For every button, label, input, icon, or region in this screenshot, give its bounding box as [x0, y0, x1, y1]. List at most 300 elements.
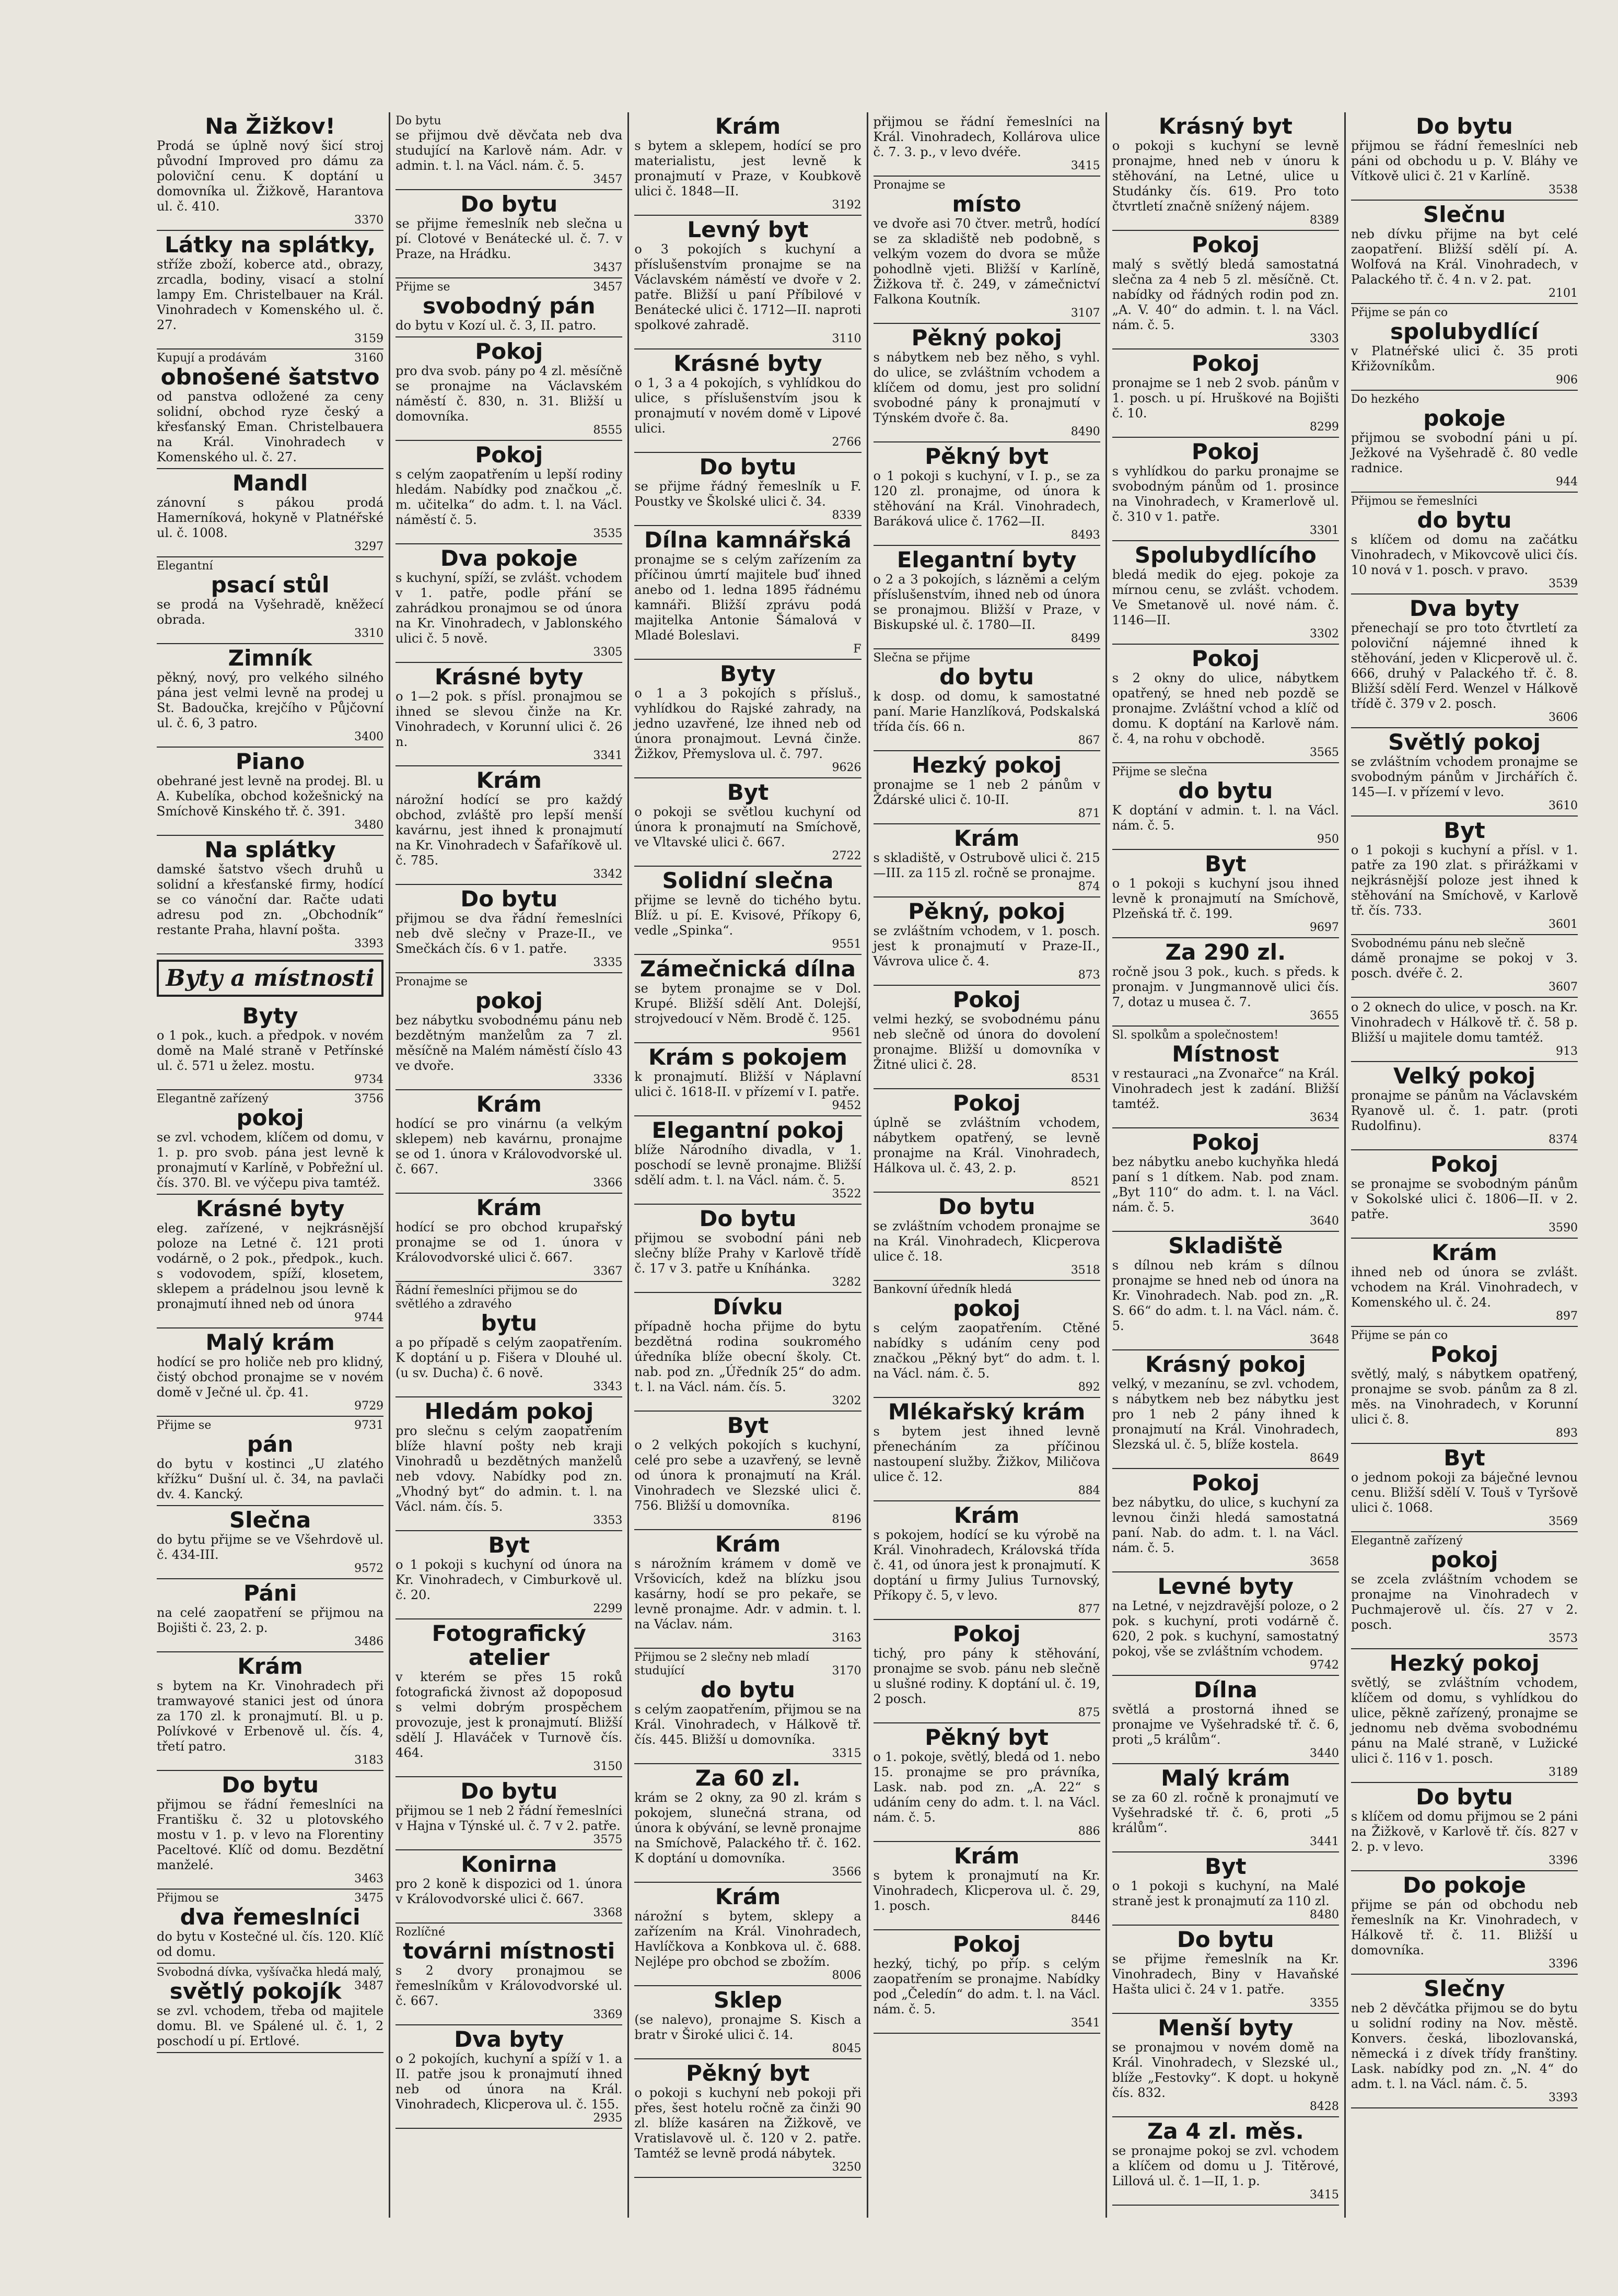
- classified-ad: [157, 469, 383, 557]
- ad-number: 906: [1556, 374, 1578, 387]
- ad-number: 3159: [354, 332, 384, 345]
- classified-ad: [634, 1883, 861, 1986]
- ad-headline: Pokoj: [952, 1931, 1021, 1957]
- classified-ad: [634, 1043, 861, 1116]
- ad-body: o 1, 3 a 4 pokojích, s vyhlídkou do ulice, s příslušenstvím jsou k pronajmutí v novém domě v Lipové ulici.: [634, 376, 862, 436]
- classified-ad: [1351, 1532, 1578, 1649]
- ad-headline: Do bytu: [699, 454, 797, 480]
- ad-body: s klíčem od domu přijmou se 2 páni na Žižkově, v Karlově tř. čís. 827 v 2. p. v levo.: [1351, 1809, 1578, 1854]
- ad-body: pronajme se pánům na Václavském Ryanově ul. č. 1. patr. (proti Rudolfinu).: [1351, 1088, 1578, 1133]
- ad-body: tichý, pro pány k stěhování, pronajme se svob. pánu neb slečně u slušné rodiny. K doptání ul. č. 19, 2 posch.: [873, 1646, 1100, 1706]
- ad-number: 3415: [1309, 2188, 1339, 2201]
- classified-ad: [157, 112, 383, 231]
- classified-ad: [1351, 112, 1578, 201]
- classified-ad: [1351, 1649, 1578, 1783]
- ad-number: F: [853, 643, 862, 656]
- ad-number: 3150: [593, 1760, 623, 1773]
- ad-body: ihned neb od února se zvlášt. vchodem na Král. Vinohradech, v Komenského ul. č. 24.: [1351, 1265, 1578, 1310]
- ad-number: 3575: [593, 1833, 623, 1846]
- ad-body: přijme se levně do tichého bytu. Blíž. u pí. E. Kvisové, Příkopy 6, vedle „Spinka“.: [634, 893, 862, 938]
- ad-body: přijmou se řádní řemeslníci na Král. Vinohradech, Kollárova ulice č. 7. 3. p., v levo dvéře.: [873, 114, 1100, 159]
- ad-headline: Na splátky: [204, 837, 336, 863]
- ad-number: 3343: [593, 1380, 623, 1393]
- ad-number: 8521: [1070, 1175, 1100, 1188]
- classified-ad: [1112, 2014, 1339, 2117]
- ad-preheading-number: 3457: [593, 281, 623, 294]
- ad-headline: Pokoj: [1430, 1342, 1498, 1367]
- ad-body: o 2 oknech do ulice, v posch. na Kr. Vinohradech v Hálkově tř. č. 58 p. Bližší u majitele domu tamtéž.: [1351, 1000, 1578, 1045]
- classified-ad: [395, 441, 622, 544]
- ad-number: 9744: [354, 1311, 384, 1324]
- classified-ad: [634, 453, 861, 526]
- ad-number: 2766: [832, 436, 862, 449]
- classified-ad: [874, 1620, 1100, 1723]
- ad-number: 3634: [1309, 1111, 1339, 1124]
- ad-preheading: [1351, 1329, 1578, 1343]
- ad-body: o 1 a 3 pokojích s přísluš., vyhlídkou do Rajské zahrady, na jedno uzavřené, lze ihned neb od února pronajmout. Levná činže. Žižkov, Přemyslova ul. č. 797.: [634, 686, 862, 761]
- ad-body: bledá medik do ejeg. pokoje za mírnou cenu, se zvlášt. vchodem. Ve Smetanově ul. nové nám. č. 1146—II.: [1112, 567, 1339, 627]
- classified-ad: [395, 885, 622, 973]
- classified-ad: [1351, 1783, 1578, 1871]
- ad-number: 3648: [1309, 1333, 1339, 1346]
- classified-ad: [634, 1116, 861, 1205]
- ad-number: 3415: [1070, 159, 1100, 172]
- ad-body: přijmou se svobodní páni neb slečny blíže Prahy v Karlově třídě č. 17 v 3. patře u Kníhánka.: [634, 1231, 862, 1276]
- classified-ad: [634, 1412, 861, 1530]
- column-6: [1346, 112, 1583, 2218]
- ad-headline: Pokoj: [952, 1090, 1021, 1116]
- ad-number: 3569: [1549, 1515, 1578, 1528]
- ad-body: s 2 okny do ulice, nábytkem opatřený, se hned neb pozdě se pronajme. Zvláštní vchod a klíč od domu. K doptání na Karlově nám. č. 4, na rohu v obchodě.: [1112, 671, 1339, 746]
- classified-ad: [1351, 1444, 1578, 1532]
- ad-preheading-text: Elegantní: [157, 560, 213, 573]
- classified-ad: [1112, 1572, 1339, 1676]
- ad-number: 867: [1078, 734, 1100, 747]
- ad-number: 877: [1078, 1603, 1100, 1616]
- ad-preheading: [874, 179, 1100, 192]
- ad-headline: Do bytu: [460, 886, 558, 912]
- ad-body: s nábytkem neb bez něho, s vyhl. do ulice, se zvláštním vchodem a klíčem od domu, jest pro solidní svobodné pány k pronajmutí v Týnském dvoře č. 8a.: [873, 350, 1100, 425]
- ad-headline: Za 60 zl.: [695, 1765, 801, 1791]
- ad-headline: bytu: [481, 1310, 537, 1336]
- ad-body: se přijme řemeslník na Kr. Vinohradech, Biny v Havaňské Hašta ulici č. 24 v 1. patře.: [1112, 1952, 1339, 1997]
- classified-ad: [157, 1771, 383, 1890]
- ad-body: (se nalevo), pronajme S. Kisch a bratr v Široké ulici č. 14.: [634, 2012, 862, 2042]
- ad-body: světlý, se zvláštním vchodem, klíčem od domu, s vyhlídkou do ulice, pěkně zařízený, pronajme se jednomu neb dvěma svobodnému pánu na Malé straně, v Lužické ulici č. 116 v 1. posch.: [1351, 1675, 1578, 1766]
- ad-preheading-text: Bankovní úředník hledá: [873, 1283, 1012, 1296]
- ad-body: o 1 pokoji s kuchyní jsou ihned levně k pronajmutí na Smíchově, Plzeňská tř. č. 199.: [1112, 876, 1339, 921]
- classified-ad: [1351, 493, 1578, 595]
- ad-headline: továrni místnosti: [403, 1938, 615, 1964]
- ad-body: stříže zboží, koberce atd., obrazy, zrcadla, bodiny, visací a stolní lampy Em. Christelbauer na Král. Vinohradech v Komenského ul. č. 27.: [157, 257, 384, 332]
- classified-ad: [157, 1506, 383, 1579]
- ad-number: 8045: [832, 2042, 862, 2055]
- classified-ad: [874, 1281, 1100, 1398]
- ad-headline: Krásný byt: [1158, 113, 1293, 139]
- ad-body: o pokoji se světlou kuchyní od února k pronajmutí na Smíchově, ve Vltavské ulici č. 667.: [634, 805, 862, 849]
- classified-ad: [1112, 112, 1339, 231]
- classified-ad: [157, 1328, 383, 1417]
- ad-body: se zvláštním vchodem pronajme se na Král. Vinohradech, Klicperova ulice č. 18.: [873, 1219, 1100, 1264]
- classified-ad: [634, 349, 861, 453]
- ad-number: 3369: [593, 2008, 623, 2021]
- ad-preheading: [1351, 393, 1578, 406]
- ad-headline: Pěkný byt: [925, 1724, 1049, 1750]
- ad-number: 9742: [1309, 1659, 1339, 1672]
- ad-body: přijmou se dva řádní řemeslníci neb dvě slečny v Praze-II., ve Smečkách čís. 6 v 1. patře.: [395, 911, 623, 956]
- ad-headline: Za 4 zl. měs.: [1147, 2118, 1304, 2144]
- ad-number: 3297: [354, 540, 384, 553]
- ad-body: obehrané jest levně na prodej. Bl. u A. Kubelíka, obchod kožešnický na Smíchově Kinského tř. č. 391.: [157, 774, 384, 819]
- ad-number: 3163: [832, 1631, 862, 1645]
- ad-headline: Na Žižkov!: [205, 113, 335, 139]
- ad-body: přijme se pán od obchodu neb řemeslník na Kr. Vinohradech, v Hálkově tř. č. 11. Bližší u domovníka.: [1351, 1897, 1578, 1957]
- ad-body: hodící se pro vinárnu (a velkým sklepem) neb kavárnu, pronajme se od 1. února v Královodvorské ul. č. 667.: [395, 1116, 623, 1176]
- classified-ad: [157, 557, 383, 644]
- ad-number: 3565: [1309, 746, 1339, 759]
- classified-ad: [395, 337, 622, 441]
- ad-body: se zvláštním vchodem, v 1. posch. jest k pronajmutí v Praze-II., Vávrova ulice č. 4.: [873, 924, 1100, 969]
- classified-ad: [1112, 850, 1339, 938]
- ad-headline: Fotografický atelier: [432, 1621, 586, 1670]
- ad-headline: Za 290 zl.: [1165, 939, 1286, 965]
- ad-body: pronajme se 1 neb 2 pánům v Ždárské ulici č. 10-II.: [873, 777, 1100, 807]
- ad-headline: Zámečnická dílna: [639, 956, 856, 982]
- ad-headline: Do bytu: [460, 191, 558, 217]
- classified-ad: [1112, 1764, 1339, 1852]
- ad-body: o 1. pokoje, světlý, bledá od 1. nebo 15. pronajme se pro právníka, Lask. nab. pod zn. „A. 22“ s udáním ceny do adm. t. l. na Václ. nám. č. 5.: [873, 1750, 1100, 1825]
- ad-headline: Levné byty: [1157, 1574, 1294, 1599]
- ad-body: o 1 pokoji s kuchyní od února na Kr. Vinohradech, v Cimburkově ul. č. 20.: [395, 1557, 623, 1602]
- classified-ad: [157, 836, 383, 954]
- ad-preheading: [157, 1419, 383, 1432]
- ad-number: 886: [1078, 1825, 1100, 1838]
- ad-headline: Pokoj: [1430, 1151, 1498, 1177]
- ad-headline: Do bytu: [222, 1772, 319, 1798]
- ad-body: o 1—2 pok. s přísl. pronajmou se ihned se slevou činže na Kr. Vinohradech, v Korunní ulici č. 26 n.: [395, 689, 623, 749]
- ad-number: 8446: [1070, 1913, 1100, 1926]
- ad-preheading-text: Elegantně zařízený: [1351, 1534, 1463, 1547]
- ad-number: 3539: [1549, 577, 1578, 590]
- ad-headline: obnošené šatstvo: [160, 364, 380, 390]
- ad-body: na celé zaopatření se přijmou na Bojišti č. 23, 2. p.: [157, 1605, 384, 1635]
- ad-headline: Slečnu: [1423, 202, 1506, 227]
- column-2: [390, 112, 629, 2218]
- ad-number: 3192: [832, 199, 862, 212]
- ad-number: 3601: [1549, 918, 1578, 931]
- ad-number: 3440: [1309, 1747, 1339, 1760]
- ad-headline: Do bytu: [938, 1194, 1035, 1219]
- ad-number: 3183: [354, 1754, 384, 1767]
- ad-body: se přijme řádný řemeslník u F. Poustky ve Školské ulici č. 34.: [634, 479, 862, 509]
- classified-ad: [1351, 595, 1578, 728]
- ad-number: 3518: [1070, 1264, 1100, 1277]
- ad-body: s celým zaopatřením. Ctěné nabídky s udáním ceny pod značkou „Pěkný byt“ do adm. t. l. na Václ. nám. č. 5.: [873, 1321, 1100, 1381]
- ad-headline: svobodný pán: [423, 293, 596, 319]
- ad-body: se zvláštním vchodem pronajme se svobodným pánům v Jirchářích č. 145—I. v přízemí v levo.: [1351, 754, 1578, 799]
- ad-number: 944: [1556, 475, 1578, 488]
- ad-headline: Dívku: [713, 1294, 783, 1320]
- ad-number: 3396: [1549, 1854, 1578, 1867]
- ad-preheading: [874, 651, 1100, 665]
- classified-ad: [1351, 304, 1578, 391]
- classified-ad: [157, 1195, 383, 1328]
- classified-ad: [1112, 1926, 1339, 2014]
- ad-number: 9626: [832, 761, 862, 774]
- classified-ad: [395, 1850, 622, 1924]
- ad-headline: Krám: [476, 1195, 542, 1220]
- ad-headline: Sklep: [713, 1987, 782, 2013]
- ad-headline: dva řemeslníci: [180, 1904, 360, 1930]
- ad-preheading-text: Svobodná dívka, vyšívačka hledá malý,: [157, 1966, 382, 1979]
- ad-body: o 1 pokoji s kuchyní, na Malé straně jest k pronajmutí za 110 zl.: [1112, 1879, 1339, 1908]
- classified-ad: [1351, 935, 1578, 998]
- ad-number: 3538: [1549, 183, 1578, 196]
- ad-body: od panstva odložené za ceny solidní, obchod ryze český a křesťanský Eman. Christelbauera na Král. Vinohradech v Komenského ul. č. 27.: [157, 389, 384, 464]
- ad-body: o 1 pokoji s kuchyní, v I. p., se za 120 zl. pronajme, od února k stěhování na Král. Vinohradech, Baráková ulice č. 1762—II.: [873, 469, 1100, 529]
- ad-body: na Letné, v nejzdravější poloze, o 2 pok. s kuchyní, proti vodárně č. 620, 2 pok. s kuchyní, samostatný pokoj, vše se zvláštním vchodem.: [1112, 1599, 1339, 1659]
- ad-headline: Krám: [476, 1091, 542, 1117]
- classified-ad: [157, 1579, 383, 1652]
- ad-headline: Pěkný pokoj: [911, 325, 1062, 351]
- ad-headline: Krám: [953, 825, 1020, 851]
- ad-preheading-text: Pronajme se: [395, 975, 468, 988]
- ad-body: k dosp. od domu, k samostatné paní. Marie Hanzlíková, Podskalská třída čís. 66 n.: [873, 689, 1100, 734]
- classified-ad: [634, 1205, 861, 1293]
- ad-headline: Hezký pokoj: [1389, 1650, 1540, 1676]
- ad-number: 8339: [832, 509, 862, 522]
- ad-number: 9551: [832, 938, 862, 951]
- ad-headline: Krám: [715, 1531, 781, 1557]
- ad-headline: pokoj: [475, 988, 543, 1013]
- ad-headline: Krám: [953, 1843, 1020, 1869]
- ad-headline: Slečna: [229, 1507, 311, 1533]
- ad-headline: Hezký pokoj: [912, 752, 1062, 778]
- ad-headline: Malý krám: [1161, 1765, 1290, 1791]
- classified-ad: [157, 1964, 383, 2053]
- classified-ad: [395, 663, 622, 766]
- ad-headline: Pokoj: [1191, 351, 1260, 376]
- ad-headline: Pokoj: [1191, 1470, 1260, 1496]
- classified-ad: [395, 1924, 622, 2025]
- ad-number: 3541: [1070, 2017, 1100, 2030]
- classified-ad: [1112, 2117, 1339, 2206]
- classified-ad: [874, 442, 1100, 546]
- ad-headline: do bytu: [1178, 778, 1273, 803]
- ad-headline: Konirna: [461, 1851, 557, 1877]
- classified-ad: [157, 1002, 383, 1090]
- classified-ad: [395, 766, 622, 885]
- ad-headline: Místnost: [1172, 1041, 1279, 1067]
- ad-headline: Dílna kamnářská: [644, 527, 852, 553]
- ad-number: 875: [1078, 1706, 1100, 1719]
- classified-ad: [395, 1090, 622, 1194]
- ad-preheading-text: Sl. spolkům a společnostem!: [1112, 1029, 1279, 1042]
- ad-headline: Dva byty: [1409, 596, 1519, 621]
- ad-number: 3202: [832, 1394, 862, 1407]
- ad-headline: do bytu: [700, 1677, 795, 1703]
- ad-number: 884: [1078, 1484, 1100, 1497]
- ad-body: K doptání v admin. t. l. na Václ. nám. č. 5.: [1112, 803, 1339, 833]
- classified-ad: [1112, 1676, 1339, 1764]
- ad-headline: Krásné byty: [195, 1196, 345, 1221]
- ad-body: o 1 pok., kuch. a předpok. v novém domě na Malé straně v Petřínské ul. č. 571 u želez. mostu.: [157, 1028, 384, 1073]
- classified-ad: [874, 112, 1100, 177]
- classified-ad: [874, 1723, 1100, 1842]
- ad-body: ve dvoře asi 70 čtver. metrů, hodící se za skladiště neb podobně, s velkým vozem do dvora se může pohodlně vjeti. Bližší v Karlíně, Žižkova tř. č. 249, v zámečnictví Falkona Koutník.: [873, 216, 1100, 307]
- ad-number: 8374: [1549, 1133, 1578, 1146]
- ad-number: 874: [1078, 880, 1100, 893]
- classified-ad: [874, 1398, 1100, 1501]
- ad-body: bez nábytku, do ulice, s kuchyní za levnou činži hledá samostatná paní. Nab. do adm. t. l. na Václ. nám. č. 5.: [1112, 1495, 1339, 1555]
- ad-headline: Krám: [953, 1502, 1020, 1528]
- ad-body: malý s světlý bledá samostatná slečna za 4 neb 5 zl. měsíčně. Ct. nabídky od řádných rodin pod zn. „A. V. 40“ do admin. t. l. na Václ. nám. č. 5.: [1112, 257, 1339, 332]
- ad-body: o pokoji s kuchyní se levně pronajme, hned neb v únoru k stěhování, na Letné, ulice u Studánky čís. 619. Pro toto čtvrtletí značně snížený nájem.: [1112, 138, 1339, 214]
- ad-number: 3335: [593, 956, 623, 969]
- ad-preheading-number: 3487: [354, 1979, 384, 1992]
- ad-body: dámě pronajme se pokoj v 3. posch. dvéře č. 2.: [1351, 951, 1578, 981]
- ad-body: se pronajme pokoj se zvl. vchodem a klíčem od domu u J. Titěrové, Lillová ul. č. 1—II, 1. p.: [1112, 2143, 1339, 2188]
- classified-ad: [157, 644, 383, 748]
- ad-preheading: [1351, 306, 1578, 320]
- ad-number: 8428: [1309, 2100, 1339, 2113]
- classified-ad: [395, 1531, 622, 1619]
- ad-number: 9734: [354, 1073, 384, 1086]
- ad-number: 3341: [593, 749, 623, 762]
- ad-number: 8649: [1309, 1452, 1339, 1465]
- ad-body: s bytem k pronajmutí na Kr. Vinohradech, Klicperova ul. č. 29, 1. posch.: [873, 1868, 1100, 1913]
- ad-body: se pronajme se svobodným pánům v Sokolské ulici č. 1806—II. v 2. patře.: [1351, 1176, 1578, 1221]
- ad-body: pronajme se 1 neb 2 svob. pánům v 1. posch. u pí. Hruškové na Bojišti č. 10.: [1112, 376, 1339, 421]
- column-5: [1107, 112, 1346, 2218]
- ad-body: pronajme se s celým zařízením za příčinou úmrtí majitele buď ihned anebo od 1. ledna 1895 řádnému kamnáři. Bližší zprávu podá majitelka Antonie Šámalová v Mladé Boleslavi.: [634, 552, 862, 643]
- ad-number: 8493: [1070, 529, 1100, 542]
- ad-headline: Pokoj: [952, 1621, 1021, 1647]
- ad-headline: Elegantní pokoj: [651, 1117, 844, 1143]
- newspaper-classifieds-page: [152, 112, 1583, 2218]
- ad-number: 3305: [593, 646, 623, 659]
- ad-preheading: [1351, 1534, 1578, 1548]
- ad-number: 3441: [1309, 1835, 1339, 1848]
- classified-ad: [157, 1417, 383, 1506]
- classified-ad: [157, 231, 383, 349]
- ad-number: 871: [1078, 807, 1100, 820]
- classified-ad: [395, 1282, 622, 1397]
- ad-preheading-text: Elegantně zařízený: [157, 1092, 269, 1105]
- ad-number: 8299: [1309, 421, 1339, 434]
- ad-number: 3393: [354, 937, 384, 950]
- ad-number: 9729: [354, 1400, 384, 1413]
- classified-ad: [1112, 938, 1339, 1027]
- classified-ad: [874, 1501, 1100, 1620]
- ad-number: 8196: [832, 1513, 862, 1526]
- classified-ad: [1112, 763, 1339, 850]
- classified-ad: [395, 1619, 622, 1777]
- ad-preheading: [157, 1892, 383, 1905]
- ad-preheading-text: Přijme se: [395, 281, 450, 294]
- classified-ad: [634, 778, 861, 867]
- ad-body: se přijmou dvě děvčata neb dva studující na Karlově nám. Adr. v admin. t. l. na Václ. nám. č. 5.: [395, 128, 623, 173]
- classified-ad: [395, 1397, 622, 1531]
- ad-number: 3250: [832, 2161, 862, 2174]
- ad-body: s klíčem od domu na začátku Vinohradech, v Mikovcově ulici čís. 10 nová v 1. posch. v pravo.: [1351, 532, 1578, 577]
- ad-headline: Byt: [727, 779, 769, 805]
- ad-body: pěkný, nový, pro velkého silného pána jest velmi levně na prodej u St. Badoučka, krejčího v Půjčovní ul. č. 6, 3 patro.: [157, 670, 384, 730]
- classified-ad: [1112, 1350, 1339, 1469]
- ad-preheading-number: 3475: [354, 1892, 384, 1905]
- ad-headline: Zimník: [228, 645, 312, 671]
- ad-headline: Byty: [242, 1003, 298, 1029]
- ad-body: se zvl. vchodem, třeba od majitele domu. Bl. ve Spálené ul. č. 1, 2 poschodí u pí. Ertlové.: [157, 2003, 384, 2048]
- ad-preheading-text: Přijmou se řemeslníci: [1351, 495, 1477, 508]
- ad-body: hodící se pro holiče neb pro klidný, čistý obchod pronajme se v novém domě v Ječné ul. čp. 41.: [157, 1355, 384, 1400]
- ad-body: nárožní s bytem, sklepy a zařízením na Král. Vinohradech, Havlíčkova a Konbkova ul. č. 688. Nejlépe pro obchod se zbožím.: [634, 1909, 862, 1969]
- ad-preheading: [1112, 1029, 1339, 1042]
- ad-headline: do bytu: [1417, 507, 1512, 533]
- ad-headline: Solidní slečna: [662, 868, 834, 893]
- ad-number: 3610: [1549, 799, 1578, 812]
- ad-number: 3302: [1309, 627, 1339, 640]
- ad-body: ročně jsou 3 pok., kuch. s předs. k pronajm. v Jungmannově ulici čís. 7, dotaz u musea č. 7.: [1112, 964, 1339, 1009]
- classified-ad: [874, 1842, 1100, 1930]
- ad-headline: Pěkný byt: [925, 444, 1049, 469]
- ad-headline: Pokoj: [1191, 646, 1260, 671]
- ad-headline: Krásné byty: [435, 664, 584, 690]
- ad-preheading-text: Do bytu: [395, 114, 441, 127]
- ad-body: přijmou se řádní řemeslníci na Františku č. 32 u plotovského mostu v 1. p. v levo na Florentiny Paceltové. Klíč od domu. Bezdětní manželé.: [157, 1797, 384, 1872]
- ad-headline: Pěkný, pokoj: [908, 899, 1065, 924]
- classified-ad: [1112, 1027, 1339, 1128]
- classified-ad: [395, 2025, 622, 2129]
- ad-headline: Byt: [488, 1532, 530, 1558]
- ad-headline: do bytu: [939, 664, 1034, 690]
- classified-ad: [395, 1194, 622, 1282]
- classified-ad: [1112, 1232, 1339, 1350]
- ad-headline: Spolubydlícího: [1134, 542, 1317, 568]
- classified-ad: [1351, 1327, 1578, 1444]
- ad-headline: Mandl: [232, 470, 308, 496]
- ad-preheading-number: 9731: [354, 1419, 384, 1432]
- ad-body: zánovní s pákou prodá Hamerníková, hokyně v Platnéřské ul. č. 1008.: [157, 495, 384, 540]
- classified-ad: [1351, 1975, 1578, 2108]
- ad-preheading-text: Do hezkého: [1351, 393, 1419, 406]
- ad-headline: Slečny: [1424, 1976, 1505, 2001]
- ad-headline: spolubydlící: [1390, 319, 1539, 344]
- ad-body: se pronajmou v novém domě na Král. Vinohradech, v Slezské ul., blíže „Festovky“. K dopt. u hokyně čís. 832.: [1112, 2040, 1339, 2100]
- classified-ad: [1351, 391, 1578, 493]
- ad-headline: Krásný pokoj: [1145, 1351, 1306, 1377]
- classified-ad: [1112, 1852, 1339, 1926]
- ad-number: 2299: [593, 1602, 623, 1615]
- ad-preheading: [395, 281, 622, 294]
- ad-body: s kuchyní, spíží, se zvlášt. vchodem v 1. patře, podle přání se zahrádkou pronajmou se od února na Kr. Vinohradech, v Jablonského ulici č. 5 nově.: [395, 570, 623, 646]
- ad-body: neb dívku přijme na byt celé zaopatření. Bližší sdělí pí. A. Wolfová na Král. Vinohradech, v Palackého tř. č. 4 n. v 2. pat.: [1351, 227, 1578, 287]
- ad-body: o 3 pokojích s kuchyní a příslušenstvím pronajme se na Václavském náměstí ve dvoře v 2. patře. Bližší u paní Příbilové v Benátecké ulici č. 1712—II. naproti spolkové zahradě.: [634, 242, 862, 332]
- ad-headline: pokoj: [953, 1296, 1021, 1321]
- ad-headline: světlý pokojík: [169, 1978, 342, 2004]
- ad-number: 9452: [832, 1099, 862, 1112]
- ad-headline: Byt: [1444, 1445, 1485, 1471]
- ad-number: 892: [1078, 1381, 1100, 1394]
- ad-headline: pán: [247, 1431, 294, 1457]
- ad-body: a po případě s celým zaopatřením. K doptání u p. Fišera v Dlouhé ul. (u sv. Ducha) č. 6 nově.: [395, 1335, 623, 1380]
- ad-number: 8531: [1070, 1072, 1100, 1085]
- classified-ad: [1112, 349, 1339, 438]
- ad-number: 8555: [593, 424, 623, 437]
- ad-preheading-number: 3160: [354, 352, 384, 365]
- classified-ad: [874, 1930, 1100, 2034]
- ad-body: o jednom pokoji za báječné levnou cenu. Bližší sdělí V. Touš v Tyršově ulici č. 1068.: [1351, 1470, 1578, 1515]
